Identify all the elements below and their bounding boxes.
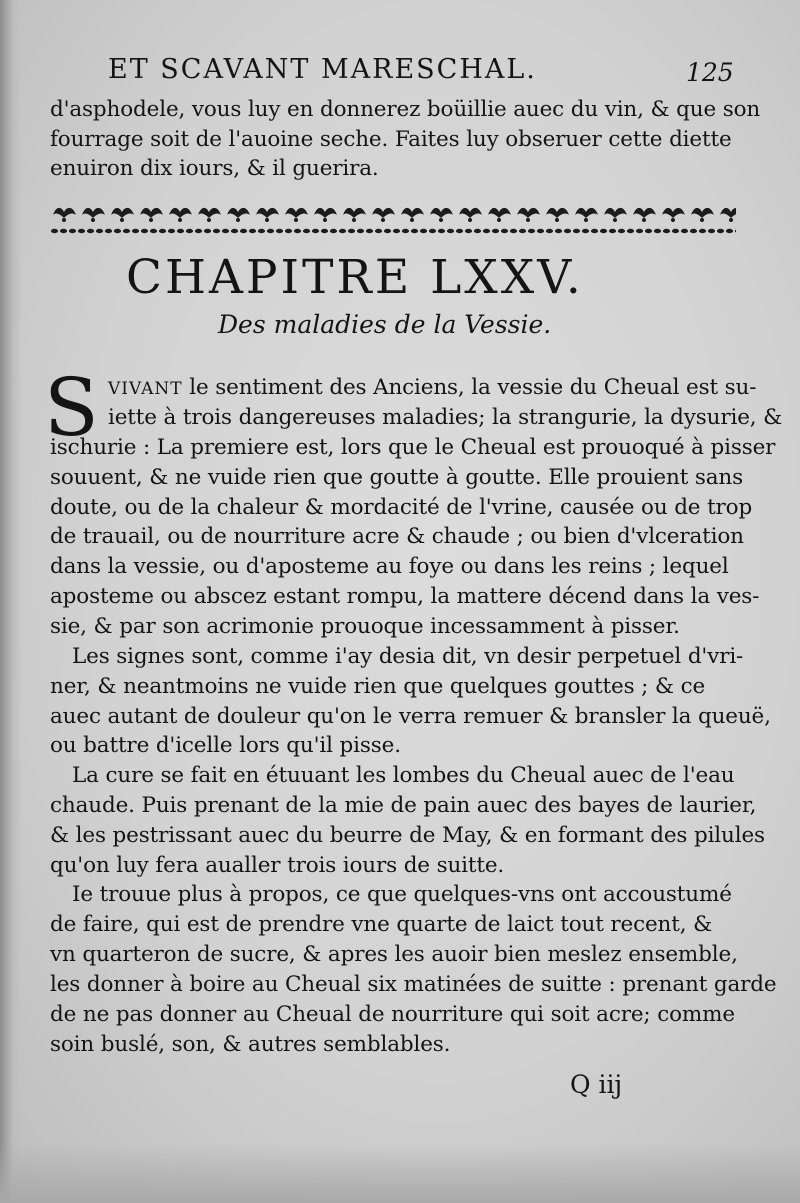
text-line: Les signes sont, comme i'ay desia dit, vn desir perpetuel d'vri-: [72, 644, 744, 669]
text-line: doute, ou de la chaleur & mordacité de l'vrine, causée ou de trop: [50, 495, 753, 520]
text-line: La cure se fait en étuuant les lombes du Cheual auec de l'eau: [72, 763, 735, 788]
text-line: ischurie : La premiere est, lors que le Cheual est prouoqué à pisser: [50, 435, 776, 460]
text-line: soin buslé, son, & autres semblables.: [50, 1032, 451, 1057]
text-line: de faire, qui est de prendre vne quarte de laict tout recent, &: [50, 912, 713, 937]
text-line: & les pestrissant auec du beurre de May, & en formant des pilules: [50, 823, 765, 848]
text-line: chaude. Puis prenant de la mie de pain auec des bayes de laurier,: [50, 793, 757, 818]
text-line: fourrage soit de l'auoine seche. Faites luy obseruer cette diette: [50, 127, 732, 152]
chapter-title: CHAPITRE LXXV.: [126, 250, 584, 305]
signature-mark: Q iij: [570, 1070, 623, 1099]
text-line: de trauail, ou de nourriture acre & chaude ; ou bien d'vlceration: [50, 524, 744, 549]
text-line: d'asphodele, vous luy en donnerez boüillie auec du vin, & que son: [50, 97, 761, 122]
text-line: sie, & par son acrimonie prouoque incessamment à pisser.: [50, 614, 680, 639]
text-line: enuiron dix iours, & il guerira.: [50, 156, 379, 181]
text-line: ner, & neantmoins ne vuide rien que quelques gouttes ; & ce: [50, 674, 706, 699]
text-line: aposteme ou abscez estant rompu, la mattere décend dans la ves-: [50, 584, 760, 609]
text-line: qu'on luy fera aualler trois iours de suitte.: [50, 853, 505, 878]
text-line: iette à trois dangereuses maladies; la strangurie, la dysurie, &: [108, 405, 783, 430]
ornamental-band: [50, 203, 736, 239]
drop-cap: S: [44, 361, 99, 454]
first-line-text: le sentiment des Anciens, la vessie du Cheual est su-: [182, 375, 757, 400]
text-line: dans la vessie, ou d'aposteme au foye ou dans les reins ; lequel: [50, 554, 729, 579]
text-line: de ne pas donner au Cheual de nourriture qui soit acre; comme: [50, 1002, 735, 1027]
running-title: ET SCAVANT MARESCHAL.: [108, 54, 537, 85]
text-line: vn quarteron de sucre, & apres les auoir bien meslez ensemble,: [50, 942, 738, 967]
text-line: souuent, & ne vuide rien que goutte à goutte. Elle prouient sans: [50, 465, 744, 490]
text-line: Ie trouue plus à propos, ce que quelques-vns ont accoustumé: [72, 882, 732, 907]
chapter-subtitle: Des maladies de la Vessie.: [218, 310, 552, 339]
first-text-line: [108, 373, 757, 404]
page-gutter-shadow: [0, 0, 22, 1203]
text-line: les donner à boire au Cheual six matinées de suitte : prenant garde: [50, 972, 777, 997]
page-bottom-shadow: [0, 1143, 800, 1203]
first-word: VIVANT: [108, 379, 183, 399]
text-line: ou battre d'icelle lors qu'il pisse.: [50, 733, 401, 758]
text-line: auec autant de douleur qu'on le verra remuer & bransler la queuë,: [50, 704, 771, 729]
page-number: 125: [686, 58, 734, 87]
